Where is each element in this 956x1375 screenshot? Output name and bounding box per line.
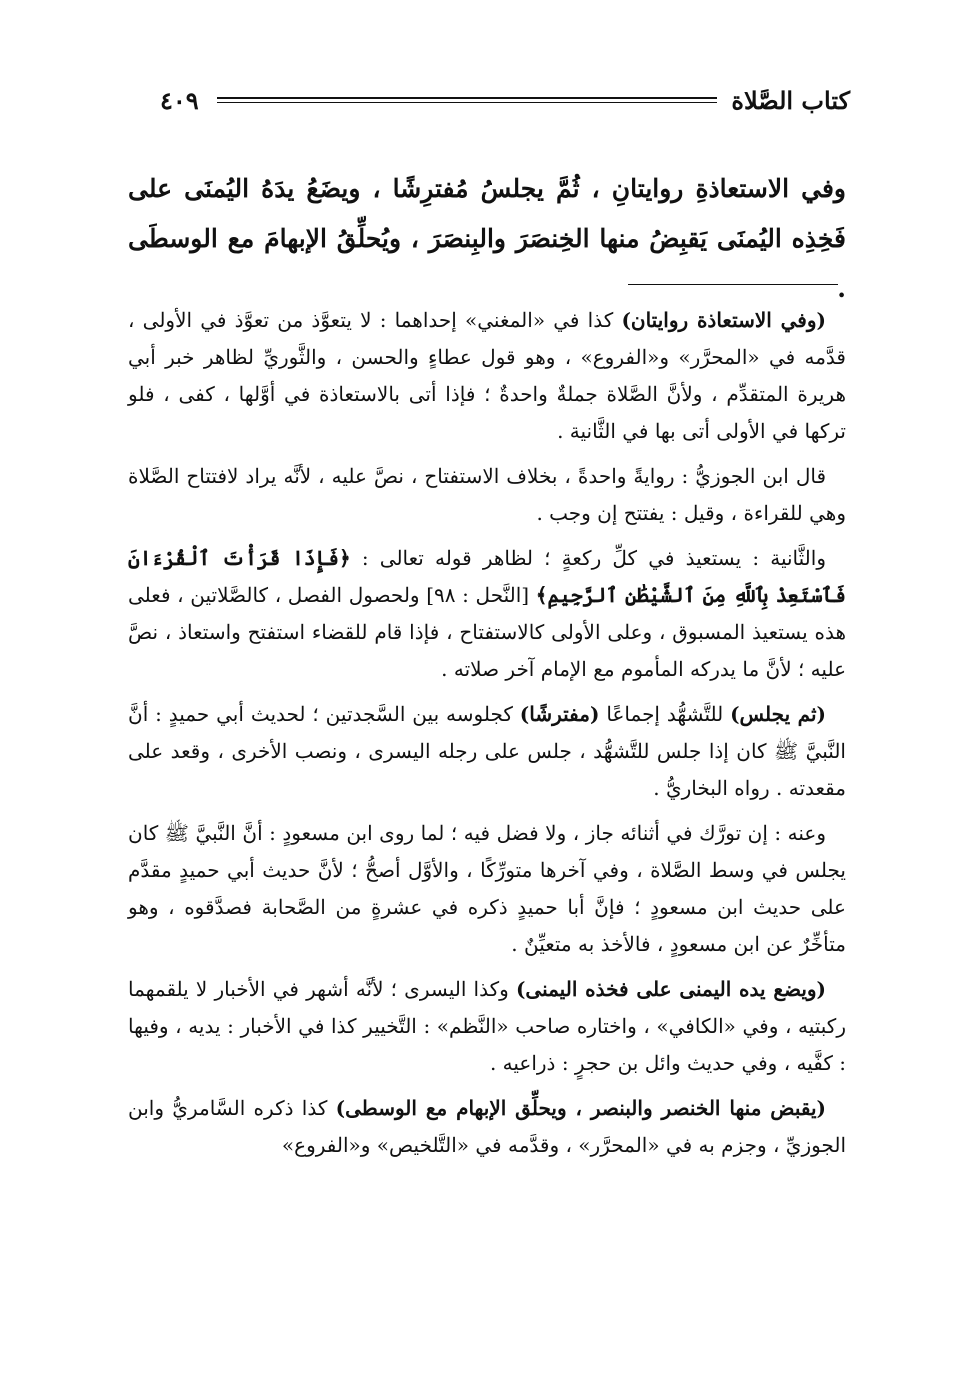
main-text	[128, 164, 846, 314]
commentary-paragraph-7	[128, 1090, 846, 1164]
commentary-lemma: (مفترشًا)	[519, 702, 600, 726]
commentary-text: وكذا اليسرى ؛ لأنَّه أشهر في الأخبار لا يلقمهما ركبتيه ، وفي «الكافي» ، واختاره صاحب «النَّظم» : التَّخيير كذا في الأخبار : يديه ، وفيها : كفَّيه ، وفي حديث وائل بن حجرٍ : ذراعيه .	[128, 977, 846, 1075]
commentary	[128, 302, 846, 1172]
main-text-paragraph: وفي الاستعاذةِ روايتانِ ، ثُمَّ يجلسُ مُفترِشًا ، ويضَعُ يدَهُ اليُمنَى على فَخِذِه اليُمنَى يَقبِضُ منها الخِنصَرَ والبِنصَرَ ، ويُحلِّقُ الإبهامَ مع الوسطَى .	[128, 174, 846, 303]
header-rule	[217, 97, 718, 103]
commentary-lemma: (ويضع يده اليمنى على فخذه اليمنى)	[515, 977, 827, 1001]
commentary-lemma: (وفي الاستعاذة روايتان)	[621, 308, 826, 332]
commentary-paragraph-5	[128, 815, 846, 963]
commentary-paragraph-6	[128, 971, 846, 1082]
commentary-text: والثَّانية : يستعيذ في كلِّ ركعةٍ ؛ لظاهر قوله تعالى :	[350, 546, 826, 570]
commentary-paragraph-4	[128, 696, 846, 807]
running-head: كتاب الصَّلاة	[731, 85, 850, 115]
commentary-text: قال ابن الجوزيُّ : روايةً واحدةً ، بخلاف الاستفتاح ، نصَّ عليه ، لأنَّه يراد لافتتاح الصَّلاة وهي للقراءة ، وقيل : يفتتح إن وجب .	[128, 464, 846, 525]
commentary-text: وعنه : إن تورَّك في أثنائه جاز ، ولا فضل فيه ؛ لما روى ابن مسعودٍ : أنَّ النَّبيَّ ﷺ كان يجلس في وسط الصَّلاة ، وفي آخرها متورِّكًا ، والأوَّل أصحُّ ؛ لأنَّ حديث أبي حميدٍ مقدَّم على حديث ابن مسعودٍ ؛ فإنَّ أبا حميدٍ ذكره في عشرةٍ من الصَّحابة فصدَّقوه ، وهو متأخِّرٌ عن ابن مسعودٍ ، فالأخذ به متعيِّنٌ .	[128, 821, 846, 956]
commentary-paragraph-2	[128, 458, 846, 532]
footnote-separator	[628, 284, 838, 285]
commentary-text: [النَّحل : ٩٨] ولحصول الفصل ، كالصَّلاتين ، فعلى هذه يستعيذ المسبوق ، وعلى الأولى كالاستفتاح ، فإذا قام للقضاء استفتح واستعاذ ، نصَّ عليه ؛ لأنَّ ما يدركه المأموم مع الإمام آخر صلاته .	[128, 583, 846, 681]
page-header	[160, 80, 850, 120]
commentary-text: كذا ذكره السَّامريُّ وابن الجوزيِّ ، وجزم به في «المحرَّر» ، وقدَّمه في «التَّلخيص» و«الفروع»	[128, 1096, 846, 1157]
commentary-paragraph-3	[128, 540, 846, 688]
commentary-text: كذا في «المغني» إحداهما : لا يتعوَّذ من تعوَّذ في الأولى ، قدَّمه في «المحرَّر» و«الفروع» ، وهو قول عطاءٍ والحسن ، والثَّوريِّ لظاهر خبر أبي هريرة المتقدِّم ، ولأنَّ الصَّلاة جملةٌ واحدةٌ ؛ فإذا أتى بالاستعاذة في أوَّلها ، كفى ، فلو تركها في الأولى أتى بها في الثَّانية .	[128, 308, 846, 443]
page-number: ٤٠٩	[160, 85, 199, 115]
quran-verse: ﴿فَإِذَا قَرَأْتَ ٱلْقُرْءَانَ فَٱسْتَعِذْ بِٱللَّهِ مِنَ ٱلشَّيْطَٰنِ ٱلرَّجِيمِ﴾	[128, 546, 847, 607]
commentary-text: للتَّشهُّد إجماعًا	[599, 702, 731, 726]
commentary-text: كجلوسه بين السَّجدتين ؛ لحديث أبي حميدٍ : أنَّ النَّبيَّ ﷺ كان إذا جلس للتَّشهُّد ، جلس على رجله اليسرى ، ونصب الأخرى ، وقعد على مقعدته . رواه البخاريُّ .	[128, 702, 846, 800]
commentary-paragraph-1	[128, 302, 846, 450]
commentary-lemma: (يقبض منها الخنصر والبنصر ، ويحلِّق الإبهام مع الوسطى)	[335, 1096, 826, 1120]
commentary-lemma: (ثم يجلس)	[730, 702, 826, 726]
